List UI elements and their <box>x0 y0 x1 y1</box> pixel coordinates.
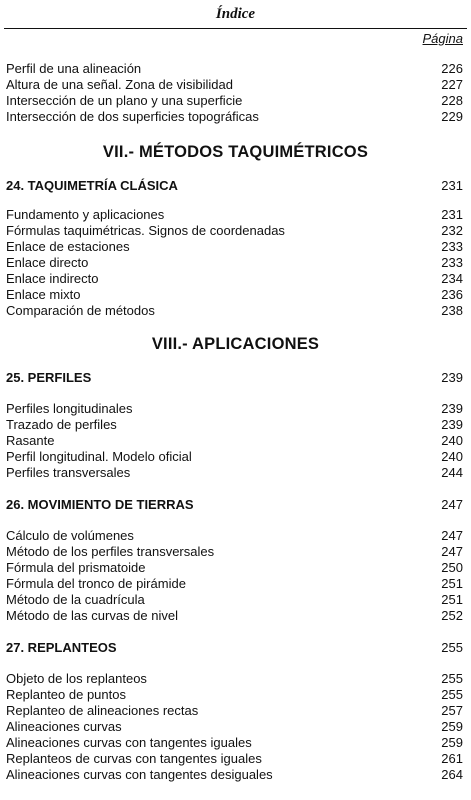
entry-title: Rasante <box>6 433 55 448</box>
intro-entries <box>0 61 471 125</box>
entry-title: Método de la cuadrícula <box>6 592 145 607</box>
toc-entry <box>0 544 471 560</box>
chapter-page: 231 <box>441 178 463 193</box>
chapter-24-entries <box>0 207 471 319</box>
toc-entry <box>0 528 471 544</box>
entry-page-number: 226 <box>441 61 463 76</box>
toc-entry <box>0 449 471 465</box>
entry-title: Fórmula del prismatoide <box>6 560 146 575</box>
entry-page-number: 255 <box>441 687 463 702</box>
entry-title: Método de las curvas de nivel <box>6 608 178 623</box>
part-title-viii: VIII.- APLICACIONES <box>151 335 320 353</box>
toc-entry <box>0 608 471 624</box>
entry-title: Perfiles transversales <box>6 465 131 480</box>
entry-page-number: 250 <box>441 560 463 575</box>
chapter-26-entries <box>0 528 471 624</box>
chapter-heading-24 <box>0 178 471 194</box>
entry-page-number: 239 <box>441 401 463 416</box>
entry-page-number: 240 <box>441 433 463 448</box>
entry-title: Perfil de una alineación <box>6 61 142 76</box>
entry-page-number: 247 <box>441 528 463 543</box>
entry-page-number: 264 <box>441 767 463 782</box>
toc-entry <box>0 671 471 687</box>
entry-title: Altura de una señal. Zona de visibilidad <box>6 77 233 92</box>
toc-entry <box>0 239 471 255</box>
header-divider <box>4 28 467 29</box>
chapter-title: 27. REPLANTEOS <box>6 640 117 655</box>
entry-title: Método de los perfiles transversales <box>6 544 215 559</box>
chapter-heading-25 <box>0 370 471 386</box>
entry-page-number: 228 <box>441 93 463 108</box>
entry-page-number: 251 <box>441 576 463 591</box>
entry-title: Comparación de métodos <box>6 303 155 318</box>
entry-title: Alineaciones curvas con tangentes iguales <box>6 735 252 750</box>
chapter-27-entries <box>0 671 471 783</box>
toc-entry <box>0 767 471 783</box>
toc-entry <box>0 61 471 77</box>
entry-title: Enlace indirecto <box>6 271 99 286</box>
toc-entry <box>0 735 471 751</box>
entry-title: Alineaciones curvas con tangentes desiguales <box>6 767 273 782</box>
toc-entry <box>0 719 471 735</box>
entry-title: Enlace mixto <box>6 287 81 302</box>
toc-entry <box>0 417 471 433</box>
chapter-title: 26. MOVIMIENTO DE TIERRAS <box>6 497 194 512</box>
toc-entry <box>0 303 471 319</box>
entry-title: Perfiles longitudinales <box>6 401 133 416</box>
entry-title: Replanteo de puntos <box>6 687 126 702</box>
entry-page-number: 261 <box>441 751 463 766</box>
chapter-title: 25. PERFILES <box>6 370 92 385</box>
entry-page-number: 236 <box>441 287 463 302</box>
entry-page-number: 252 <box>441 608 463 623</box>
toc-entry <box>0 223 471 239</box>
toc-entry <box>0 433 471 449</box>
entry-title: Alineaciones curvas <box>6 719 122 734</box>
entry-title: Cálculo de volúmenes <box>6 528 134 543</box>
chapter-heading-27 <box>0 640 471 656</box>
toc-entry <box>0 687 471 703</box>
entry-page-number: 251 <box>441 592 463 607</box>
toc-entry <box>0 703 471 719</box>
entry-page-number: 240 <box>441 449 463 464</box>
entry-page-number: 244 <box>441 465 463 480</box>
toc-entry <box>0 592 471 608</box>
entry-title: Trazado de perfiles <box>6 417 117 432</box>
entry-title: Enlace directo <box>6 255 89 270</box>
entry-page-number: 239 <box>441 417 463 432</box>
chapter-25-entries <box>0 401 471 481</box>
entry-page-number: 233 <box>441 255 463 270</box>
entry-page-number: 227 <box>441 77 463 92</box>
entry-title: Replanteo de alineaciones rectas <box>6 703 199 718</box>
toc-entry <box>0 465 471 481</box>
entry-title: Intersección de dos superficies topográficas <box>6 109 259 124</box>
entry-page-number: 234 <box>441 271 463 286</box>
part-title-vii: VII.- MÉTODOS TAQUIMÉTRICOS <box>102 143 369 161</box>
chapter-page: 247 <box>441 497 463 512</box>
entry-page-number: 232 <box>441 223 463 238</box>
toc-entry <box>0 576 471 592</box>
entry-title: Enlace de estaciones <box>6 239 130 254</box>
entry-title: Objeto de los replanteos <box>6 671 147 686</box>
entry-title: Intersección de un plano y una superficie <box>6 93 243 108</box>
entry-page-number: 257 <box>441 703 463 718</box>
chapter-heading-26 <box>0 497 471 513</box>
entry-title: Fundamento y aplicaciones <box>6 207 165 222</box>
toc-entry <box>0 751 471 767</box>
toc-entry <box>0 401 471 417</box>
entry-page-number: 238 <box>441 303 463 318</box>
toc-entry <box>0 271 471 287</box>
entry-page-number: 229 <box>441 109 463 124</box>
toc-entry <box>0 560 471 576</box>
toc-entry <box>0 287 471 303</box>
entry-page-number: 259 <box>441 735 463 750</box>
entry-page-number: 231 <box>441 207 463 222</box>
entry-title: Replanteos de curvas con tangentes iguales <box>6 751 262 766</box>
entry-title: Fórmulas taquimétricas. Signos de coordenadas <box>6 223 285 238</box>
toc-entry <box>0 255 471 271</box>
entry-title: Fórmula del tronco de pirámide <box>6 576 186 591</box>
toc-entry <box>0 93 471 109</box>
entry-page-number: 259 <box>441 719 463 734</box>
entry-title: Perfil longitudinal. Modelo oficial <box>6 449 192 464</box>
chapter-title: 24. TAQUIMETRÍA CLÁSICA <box>6 178 178 193</box>
entry-page-number: 233 <box>441 239 463 254</box>
entry-page-number: 255 <box>441 671 463 686</box>
toc-entry <box>0 207 471 223</box>
toc-entry <box>0 109 471 125</box>
chapter-page: 255 <box>441 640 463 655</box>
page-header-title: Índice <box>215 6 256 22</box>
toc-entry <box>0 77 471 93</box>
page-column-label: Página <box>422 31 463 46</box>
chapter-page: 239 <box>441 370 463 385</box>
entry-page-number: 247 <box>441 544 463 559</box>
